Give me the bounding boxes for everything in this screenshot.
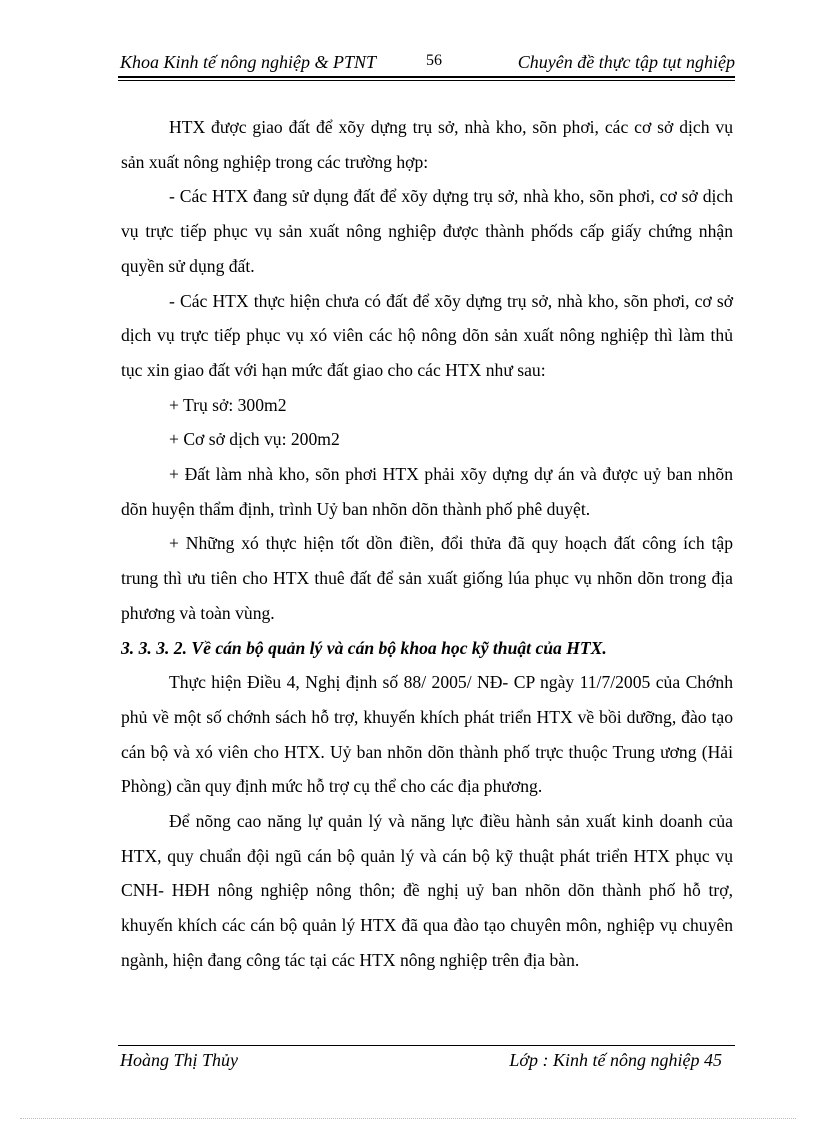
list-item-communes: + Những xó thực hiện tốt dồn điền, đổi thửa đã quy hoạch đất công ích tập trung thì ưu tiên cho HTX thuê đất để sản xuất giống lúa phục vụ nhõn dõn trong địa phương và toàn vùng. bbox=[121, 533, 733, 623]
paragraph-land-allocation: HTX được giao đất để xõy dựng trụ sở, nhà kho, sõn phơi, các cơ sở dịch vụ sản xuất nông nghiệp trong các trường hợp: bbox=[121, 117, 733, 172]
header-rule-thick bbox=[118, 76, 735, 78]
paragraph-existing-htx: - Các HTX đang sử dụng đất để xõy dựng trụ sở, nhà kho, sõn phơi, cơ sở dịch vụ trực tiếp phục vụ sản xuất nông nghiệp được thành phốds cấp giấy chứng nhận quyền sử dụng đất. bbox=[121, 186, 733, 276]
paragraph-htx-without-land: - Các HTX thực hiện chưa có đất để xõy dựng trụ sở, nhà kho, sõn phơi, cơ sở dịch vụ trực tiếp phục vụ xó viên các hộ nông dõn sản xuất nông nghiệp thì làm thủ tục xin giao đất với hạn mức đất giao cho các HTX như sau: bbox=[121, 290, 733, 380]
section-heading: 3. 3. 3. 2. Về cán bộ quản lý và cán bộ khoa học kỹ thuật của HTX. bbox=[121, 637, 607, 658]
page-number: 56 bbox=[426, 52, 442, 69]
paragraph-decree: Thực hiện Điều 4, Nghị định số 88/ 2005/ NĐ- CP ngày 11/7/2005 của Chớnh phủ về một số chớnh sách hỗ trợ, khuyến khích phát triển HTX về bồi dưỡng, đào tạo cán bộ và xó viên cho HTX. Uỷ ban nhõn dõn thành phố trực thuộc Trung ương (Hải Phòng) cần quy định mức hỗ trợ cụ thể cho các địa phương. bbox=[121, 672, 733, 797]
footer-rule bbox=[118, 1045, 735, 1046]
page-footer bbox=[118, 1050, 722, 1078]
footer-class: Lớp : Kinh tế nông nghiệp 45 bbox=[509, 1050, 722, 1070]
list-item-warehouse: + Đất làm nhà kho, sõn phơi HTX phải xõy dựng dự án và được uỷ ban nhõn dõn huyện thẩm định, trình Uỷ ban nhõn dõn thành phố phê duyệt. bbox=[121, 464, 733, 519]
body-text bbox=[121, 110, 733, 978]
page-bottom-border bbox=[20, 1118, 796, 1119]
list-item-service: + Cơ sở dịch vụ: 200m2 bbox=[169, 429, 340, 450]
footer-author: Hoàng Thị Thủy bbox=[120, 1050, 239, 1070]
paragraph-capacity: Để nõng cao năng lự quản lý và năng lực điều hành sản xuất kinh doanh của HTX, quy chuẩn đội ngũ cán bộ quản lý và cán bộ kỹ thuật phát triển HTX phục vụ CNH- HĐH nông nghiệp nông thôn; đề nghị uỷ ban nhõn dõn thành phố hỗ trợ, khuyến khích các cán bộ quản lý HTX đã qua đào tạo chuyên môn, nghiệp vụ chuyên ngành, hiện đang công tác tại các HTX nông nghiệp trên địa bàn. bbox=[121, 811, 733, 970]
list-item-office: + Trụ sở: 300m2 bbox=[169, 394, 287, 415]
header-faculty: Khoa Kinh tế nông nghiệp & PTNT bbox=[120, 52, 377, 72]
header-document-title: Chuyên đề thực tập tụt nghiệp bbox=[517, 52, 735, 72]
page-header bbox=[118, 50, 735, 78]
header-rule-thin bbox=[118, 80, 735, 81]
